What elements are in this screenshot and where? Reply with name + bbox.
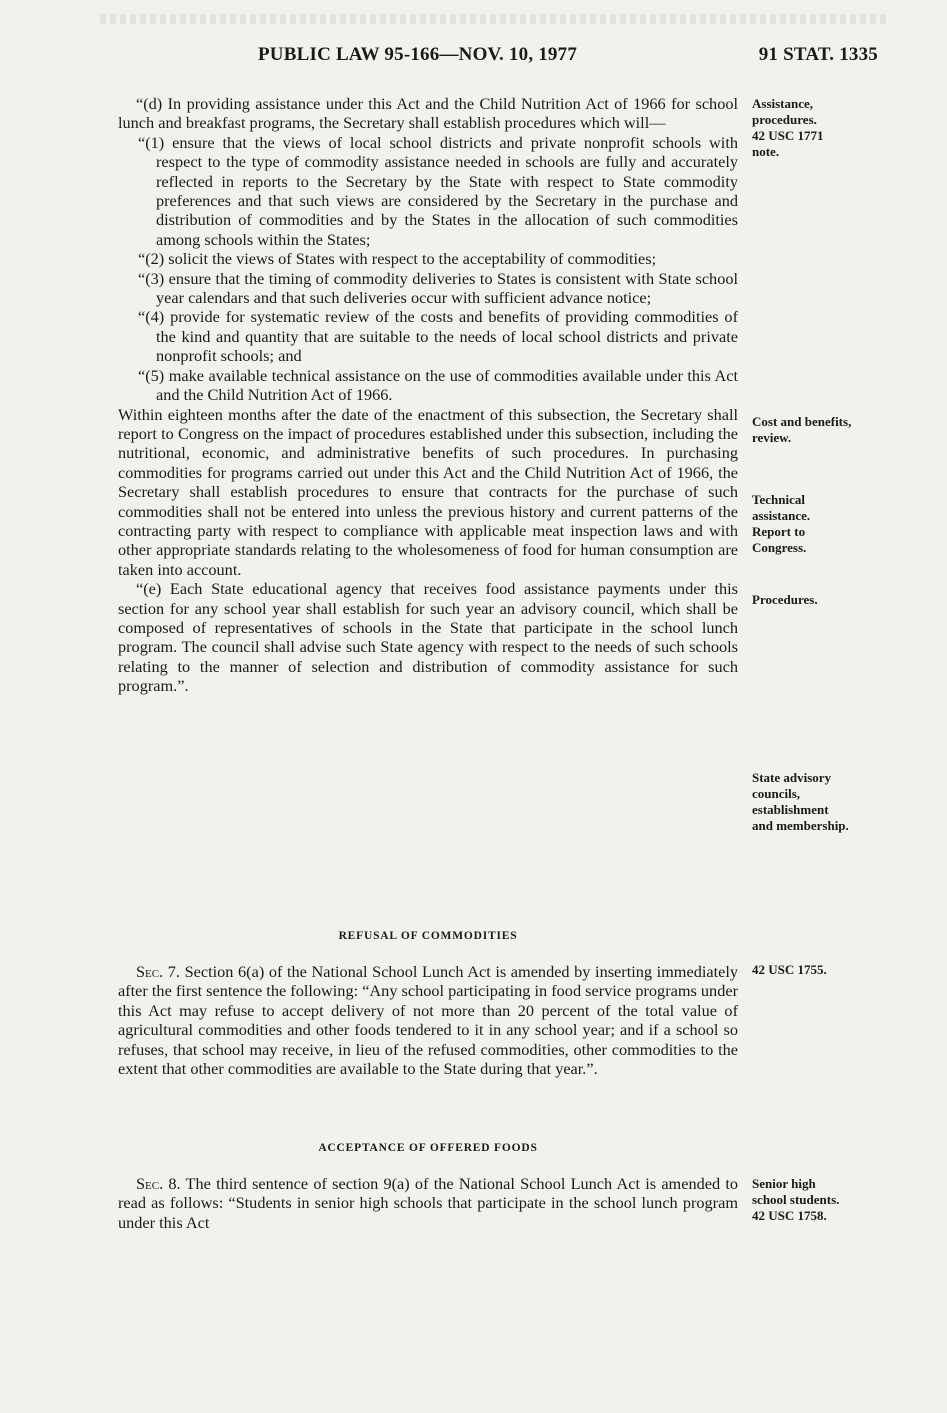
margin-note-senior-high: Senior high school students. 42 USC 1758.	[752, 1176, 840, 1223]
paragraph-d1: “(1) ensure that the views of local school districts and private nonprofit schools with respect to the type of commodity assistance needed in schools are fully and accurately reflected in reports to the Secretary by the State with respect to State commodity preferences and that such views are considered by the Secretary in the purchase and distribution of commodities and by the States in the allocation of such commodities among schools within the States;	[138, 132, 738, 249]
section-7-block	[118, 962, 738, 1078]
paragraph-d3: “(3) ensure that the timing of commodity deliveries to States is consistent with State school year calendars and that such deliveries occur with sufficient advance notice;	[138, 268, 738, 308]
section-8-text: The third sentence of section 9(a) of the National School Lunch Act is amended to read as follows: “Students in senior high schools that participate in the school lunch program under this Act	[118, 1174, 738, 1232]
section-7-heading: REFUSAL OF COMMODITIES	[338, 930, 518, 942]
section-7-label: Sec. 7.	[136, 962, 180, 981]
paragraph-report: Within eighteen months after the date of the enactment of this subsection, the Secretary shall report to Congress on the impact of procedures established under this subsection, including the nutritional, economic, and administrative benefits of such procedures. In purchasing commodities for programs carried out under this Act and the Child Nutrition Act of 1966, the Secretary shall establish procedures to ensure that contracts for the purchase of such commodities shall not be entered into unless the previous history and current patterns of the contracting party with respect to compliance with applicable meat inspection laws and with other appropriate standards relating to the wholesomeness of food for human consumption are taken into account.	[118, 404, 738, 579]
paragraph-e: “(e) Each State educational agency that receives food assistance payments under this section for any school year shall establish for such year an advisory council, which shall be composed of representatives of schools in the State that participate in the school lunch program. The council shall advise such State agency with respect to the needs of such schools relating to the manner of selection and distribution of commodity assistance for such program.”.	[118, 579, 738, 696]
section-8-block	[118, 1174, 738, 1232]
margin-note-procedures: Procedures.	[752, 592, 818, 607]
paragraph-d5: “(5) make available technical assistance on the use of commodities available under this Act and the Child Nutrition Act of 1966.	[138, 365, 738, 405]
section-7-paragraph	[118, 962, 738, 1078]
header-stat-number: 91 STAT. 1335	[758, 44, 878, 65]
paragraph-d: “(d) In providing assistance under this Act and the Child Nutrition Act of 1966 for school lunch and breakfast programs, the Secretary shall establish procedures which will—	[118, 94, 738, 133]
section-8-label: Sec. 8.	[136, 1174, 181, 1193]
section-7-text: Section 6(a) of the National School Lunch Act is amended by inserting immediately after the first sentence the following: “Any school participating in food service programs under this Act may refuse to accept delivery of not more than 20 percent of the total value of agricultural commodities and other foods tendered to it in any school year; and if a school so refuses, that school may receive, in lieu of the refused commodities, other commodities to the extent that other commodities are available to the State during that year.”.	[118, 962, 739, 1079]
header-title: PUBLIC LAW 95-166—NOV. 10, 1977	[258, 44, 578, 65]
section-8-paragraph	[118, 1174, 738, 1232]
bleed-through-top	[100, 14, 890, 24]
margin-note-usc-1755: 42 USC 1755.	[752, 962, 827, 977]
paragraph-d2: “(2) solicit the views of States with respect to the acceptability of commodities;	[138, 249, 657, 269]
margin-note-assistance: Assistance, procedures. 42 USC 1771 note.	[752, 96, 824, 159]
margin-note-state-advisory: State advisory councils, establishment and membership.	[752, 770, 849, 833]
section-8-heading: ACCEPTANCE OF OFFERED FOODS	[318, 1142, 538, 1154]
paragraph-d4: “(4) provide for systematic review of the costs and benefits of providing commodities of the kind and quantity that are suitable to the needs of local school districts and private nonprofit schools; and	[138, 307, 738, 366]
page-header	[118, 44, 878, 74]
margin-note-technical: Technical assistance. Report to Congress.	[752, 492, 811, 555]
margin-note-cost-benefits: Cost and benefits, review.	[752, 414, 852, 445]
subsection-d-block	[118, 94, 738, 696]
